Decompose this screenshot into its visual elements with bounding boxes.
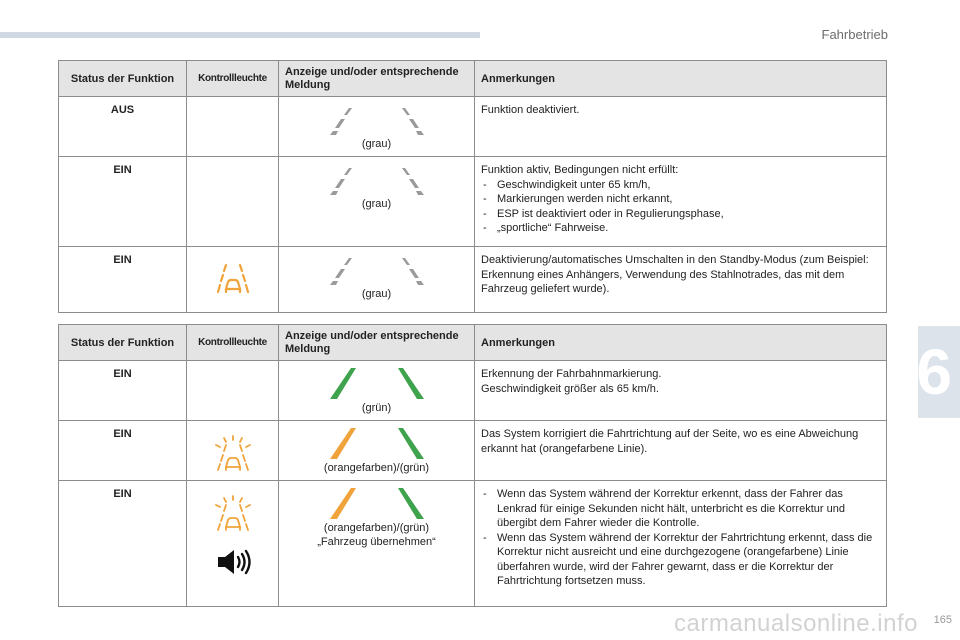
notes-line: Erkennung der Fahrbahnmarkierung. [481, 368, 662, 380]
status-cell: EIN [59, 247, 187, 313]
display-cell [279, 157, 475, 247]
display-label: (grün) [361, 402, 392, 414]
status-cell: EIN [59, 157, 187, 247]
display-cell [279, 361, 475, 421]
lamp-cell [187, 157, 279, 247]
lamp-cell [187, 421, 279, 481]
display-cell [279, 247, 475, 313]
notes-cell [475, 481, 887, 607]
watermark: carmanualsonline.info [674, 610, 918, 637]
column-header-status: Status der Funktion [59, 61, 187, 97]
display-label: (orangefarben)/(grün) [323, 522, 430, 534]
display-label: (grau) [361, 198, 392, 210]
page-number: 165 [933, 614, 952, 626]
list-item: - ESP ist deaktiviert oder in Regulierungsphase, [481, 207, 880, 222]
notes-cell: Deaktivierung/automatisches Umschalten in den Standby-Modus (zum Beispiel: Erkennung eines Anhängers, Verwendung des Stahlnotrades, das mit dem Fahrzeug geliefert wurde). [475, 247, 887, 313]
table-row [59, 97, 887, 157]
list-item: - Wenn das System während der Korrektur erkennt, dass der Fahrer das Lenkrad für einige Sekunden nicht hält, unterbricht es die Korrektur und übergibt dem Fahrer wieder die Kontrolle. [481, 487, 880, 531]
lamp-cell [187, 481, 279, 607]
notes-intro: Funktion aktiv, Bedingungen nicht erfüllt: [481, 164, 679, 176]
table-row [59, 421, 887, 481]
table-row [59, 481, 887, 607]
lane-dashed-icon [327, 161, 427, 195]
table-row [59, 247, 887, 313]
table-row [59, 361, 887, 421]
status-cell: EIN [59, 421, 187, 481]
header-bar [0, 32, 480, 38]
notes-list [481, 178, 880, 236]
status-table-active [58, 324, 887, 607]
column-header-notes: Anmerkungen [475, 325, 887, 361]
display-message: „Fahrzeug übernehmen“ [317, 536, 436, 548]
status-cell: EIN [59, 361, 187, 421]
display-label: (grau) [361, 288, 392, 300]
column-header-notes: Anmerkungen [475, 61, 887, 97]
lane-solid-icon [327, 365, 427, 399]
chapter-number: 6 [916, 336, 952, 408]
section-title: Fahrbetrieb [821, 27, 888, 42]
status-cell: EIN [59, 481, 187, 607]
lane-solid-icon [327, 485, 427, 519]
column-header-display: Anzeige und/oder entsprechende Meldung [279, 325, 475, 361]
status-table-grey [58, 60, 887, 313]
display-cell [279, 421, 475, 481]
notes-cell [475, 157, 887, 247]
notes-list [481, 487, 880, 589]
lamp-cell [187, 97, 279, 157]
lane-solid-icon [327, 425, 427, 459]
status-cell: AUS [59, 97, 187, 157]
column-header-status: Status der Funktion [59, 325, 187, 361]
display-label: (orangefarben)/(grün) [323, 462, 430, 474]
speaker-icon [213, 547, 253, 577]
list-item: - Markierungen werden nicht erkannt, [481, 192, 880, 207]
notes-cell: Das System korrigiert die Fahrtrichtung auf der Seite, wo es eine Abweichung erkannt hat (orangefarbene Linie). [475, 421, 887, 481]
lane-assist-icon [211, 495, 255, 533]
display-cell [279, 481, 475, 607]
notes-line: Geschwindigkeit größer als 65 km/h. [481, 382, 659, 395]
lane-assist-icon [213, 261, 253, 297]
list-item: - Wenn das System während der Korrektur der Fahrtrichtung erkennt, dass die Korrektur nicht ausreicht und eine durchgezogene (orangefarbene) Linie überfahren wurde, wird der Fahrer gewarnt, dass er die Korrektur der Fahrtrichtung fortsetzen muss. [481, 531, 880, 589]
list-item: - „sportliche“ Fahrweise. [481, 221, 880, 236]
column-header-lamp: Kontrollleuchte [187, 61, 279, 97]
lamp-cell [187, 247, 279, 313]
display-cell [279, 97, 475, 157]
lamp-cell [187, 361, 279, 421]
list-item: - Geschwindigkeit unter 65 km/h, [481, 178, 880, 193]
table-row [59, 157, 887, 247]
display-label: (grau) [361, 138, 392, 150]
column-header-display: Anzeige und/oder entsprechende Meldung [279, 61, 475, 97]
lane-assist-icon [211, 435, 255, 473]
column-header-lamp: Kontrollleuchte [187, 325, 279, 361]
lane-dashed-icon [327, 101, 427, 135]
table-header-row [59, 325, 887, 361]
lane-dashed-icon [327, 251, 427, 285]
notes-cell [475, 361, 887, 421]
notes-cell: Funktion deaktiviert. [475, 97, 887, 157]
table-header-row [59, 61, 887, 97]
